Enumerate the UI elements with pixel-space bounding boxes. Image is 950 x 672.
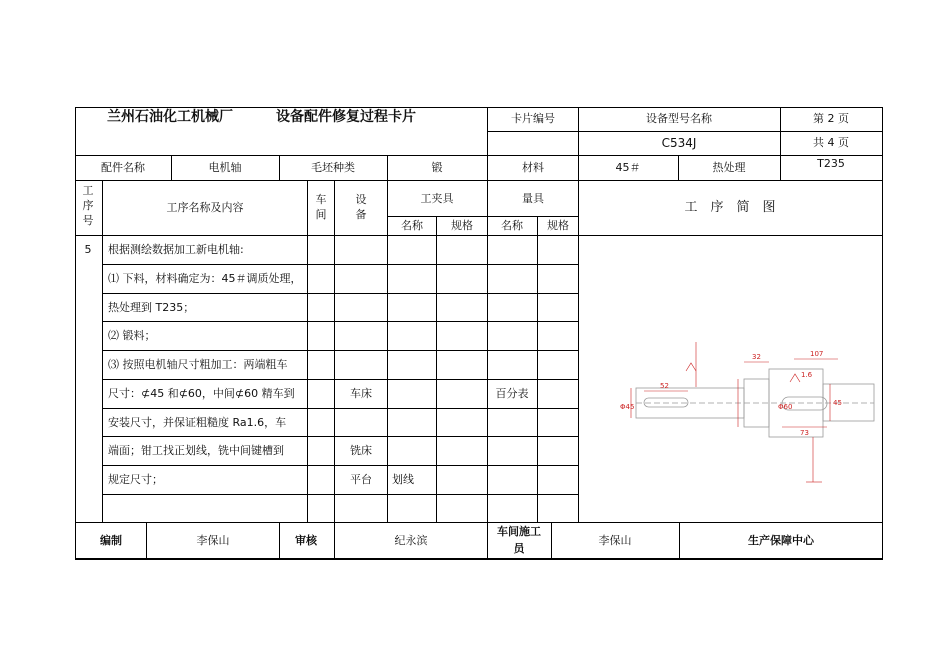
rule — [102, 436, 578, 437]
rule — [102, 408, 578, 409]
col-workshop — [314, 192, 328, 222]
rule — [487, 180, 488, 522]
rule — [146, 522, 147, 559]
rule — [436, 216, 437, 522]
col-step-no-char: 序 — [82, 199, 94, 212]
rule — [307, 180, 308, 522]
col-measure: 量具 — [522, 192, 544, 205]
rule — [102, 350, 578, 351]
rule — [75, 155, 883, 156]
dim-top-left: 32 — [752, 353, 761, 361]
department: 生产保障中心 — [748, 534, 814, 547]
col-equipment — [354, 192, 368, 222]
dim-top-right: 107 — [810, 350, 824, 358]
dim-slot-left: 52 — [660, 382, 669, 390]
heat-treatment-value: T235 — [817, 157, 845, 170]
dim-dia-left: Φ45 — [620, 403, 635, 411]
reviewer-label: 审核 — [295, 534, 317, 547]
col-workshop-char: 车 — [315, 193, 327, 206]
workshop-staff-label-2: 员 — [513, 542, 525, 555]
rule — [487, 107, 488, 155]
reviewer-name: 纪永滨 — [394, 534, 428, 547]
col-workshop-char: 间 — [315, 208, 327, 221]
shaft-diagram — [578, 237, 883, 527]
shaft-right-segment — [823, 384, 874, 421]
row-content: 安装尺寸，并保证粗糙度 Ra1.6，车 — [108, 416, 287, 429]
step-number: 5 — [84, 243, 92, 256]
roughness-mark — [790, 374, 800, 382]
row-content: ⑴ 下料，材料确定为：45＃调质处理， — [108, 272, 302, 285]
rule — [487, 131, 883, 132]
blank-type-value: 锻 — [431, 161, 443, 174]
rule — [279, 155, 280, 180]
workshop-staff-name: 李保山 — [598, 534, 632, 547]
col-fixture: 工夹具 — [420, 192, 454, 205]
card-title: 设备配件修复过程卡片 — [276, 109, 416, 125]
rule — [387, 155, 388, 180]
col-step-name: 工序名称及内容 — [166, 201, 244, 214]
rule — [780, 155, 781, 180]
rule — [171, 155, 172, 180]
model-value: C534J — [661, 136, 697, 150]
col-step-no — [81, 183, 95, 228]
dim-dia-mid: Φ60 — [778, 403, 793, 411]
col-step-no-char: 号 — [82, 214, 94, 227]
row-content: 尺寸：⊄45 和⊄60，中间⊄60 精车到 — [108, 387, 295, 400]
rule — [387, 216, 578, 217]
rule — [537, 216, 538, 522]
rule — [387, 180, 388, 522]
editor-label: 编制 — [100, 534, 122, 547]
row-content: ⑵ 锻料； — [108, 329, 156, 342]
col-fixture-name: 名称 — [401, 219, 423, 232]
col-equipment-char: 备 — [355, 208, 367, 221]
rule — [75, 180, 883, 181]
heat-treatment-label: 热处理 — [712, 161, 746, 174]
rule — [279, 522, 280, 559]
keyway-left — [644, 398, 688, 407]
rule — [487, 155, 488, 180]
col-diagram: 工 序 简 图 — [684, 200, 776, 215]
row-fixture: 划线 — [392, 473, 414, 486]
col-measure-name: 名称 — [501, 219, 523, 232]
roughness-mark — [686, 363, 696, 371]
row-equipment: 平台 — [350, 473, 372, 486]
factory-name: 兰州石油化工机械厂 — [107, 109, 233, 125]
rule — [102, 379, 578, 380]
model-label: 设备型号名称 — [646, 112, 712, 125]
rule — [102, 264, 578, 265]
row-content: ⑶ 按照电机轴尺寸粗加工：两端粗车 — [108, 358, 288, 371]
rule — [679, 522, 680, 559]
rule — [578, 107, 579, 155]
row-equipment: 铣床 — [350, 444, 372, 457]
row-content: 规定尺寸； — [108, 473, 163, 486]
page-total: 共 4 页 — [813, 136, 849, 149]
rule — [334, 180, 335, 522]
material-label: 材料 — [522, 161, 544, 174]
border-top — [75, 107, 883, 108]
col-fixture-spec: 规格 — [451, 219, 473, 232]
col-measure-spec: 规格 — [547, 219, 569, 232]
card-no-label: 卡片编号 — [511, 112, 555, 125]
rule — [551, 522, 552, 559]
row-content: 根据测绘数据加工新电机轴: — [108, 243, 244, 256]
rule — [102, 494, 578, 495]
material-value: 45＃ — [615, 161, 641, 174]
rule — [578, 155, 579, 180]
dim-slot-right: 73 — [800, 429, 809, 437]
border-left — [75, 107, 76, 560]
rule — [487, 522, 488, 559]
workshop-staff-label: 车间施工 — [497, 525, 541, 538]
roughness-value: 1.6 — [801, 371, 813, 379]
rule — [102, 293, 578, 294]
part-name-label: 配件名称 — [101, 161, 145, 174]
rule — [75, 235, 883, 236]
col-equipment-char: 设 — [355, 193, 367, 206]
border-bottom — [75, 558, 883, 560]
row-content: 端面；钳工找正划线，铣中间键槽到 — [108, 444, 284, 457]
col-step-no-char: 工 — [82, 184, 94, 197]
rule — [102, 465, 578, 466]
row-measure: 百分表 — [495, 387, 529, 400]
rule — [780, 107, 781, 155]
rule — [334, 522, 335, 559]
process-card — [75, 107, 883, 560]
dim-right: 45 — [833, 399, 842, 407]
row-equipment: 车床 — [350, 387, 372, 400]
rule — [678, 155, 679, 180]
page-number: 第 2 页 — [813, 112, 849, 125]
rule — [102, 321, 578, 322]
row-content: 热处理到 T235； — [108, 301, 195, 314]
rule — [102, 180, 103, 522]
blank-type-label: 毛坯种类 — [311, 161, 355, 174]
editor-name: 李保山 — [196, 534, 230, 547]
part-name-value: 电机轴 — [208, 161, 242, 174]
